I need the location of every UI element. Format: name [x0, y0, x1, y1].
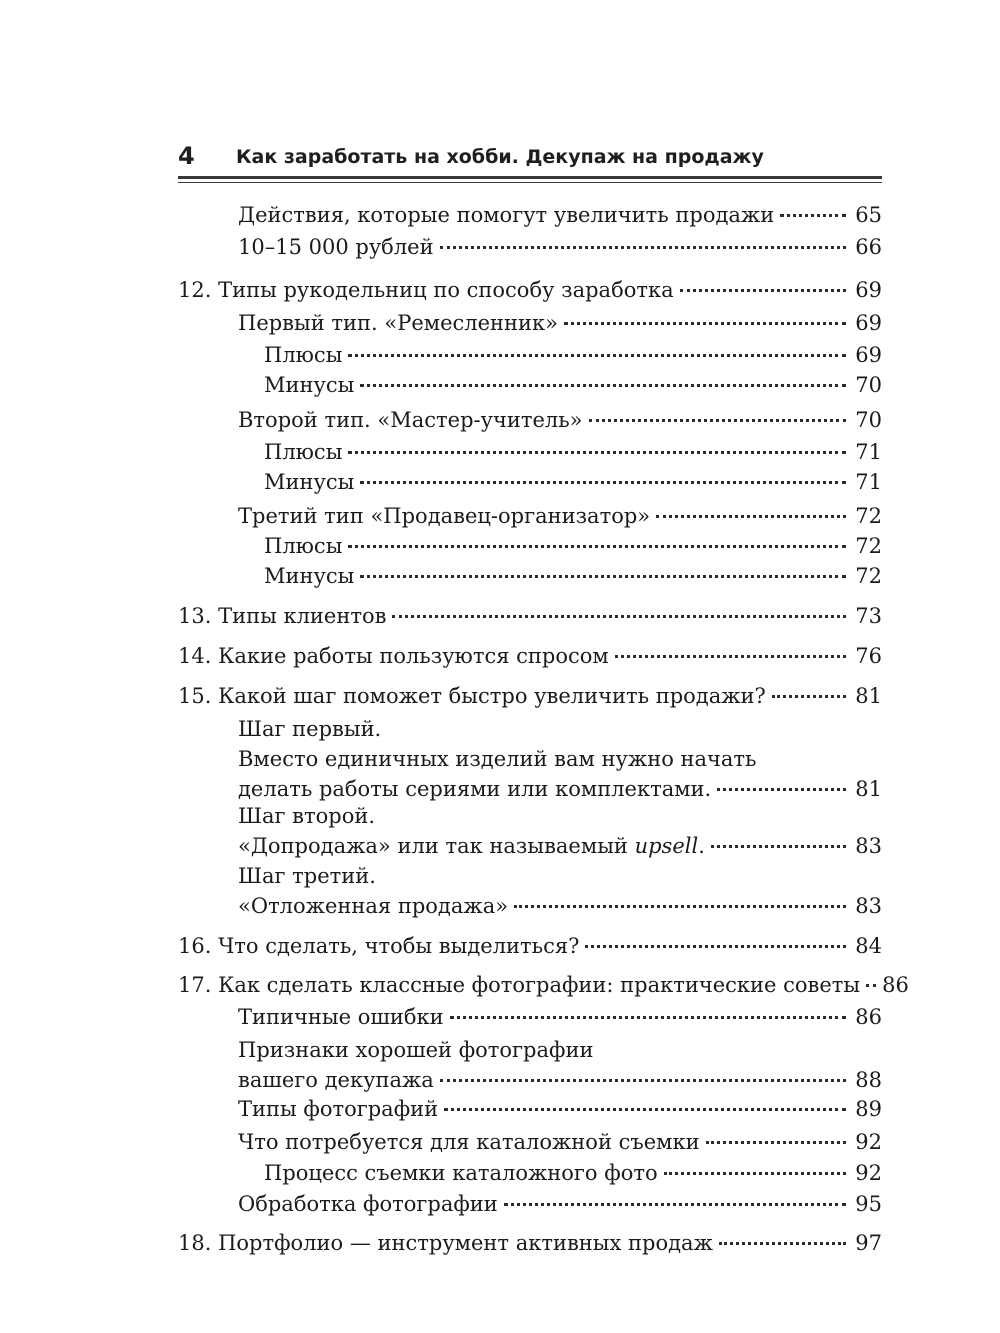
toc-entry-label — [178, 275, 674, 305]
toc-entry-row — [238, 831, 882, 861]
toc-entry — [178, 1158, 882, 1188]
toc-entry — [178, 370, 882, 400]
dot-leader — [719, 1242, 846, 1245]
toc-entry-label-text: 16. Что сделать, чтобы выделиться? — [178, 934, 580, 958]
toc-entry-row — [238, 1002, 882, 1032]
toc-page-number: 89 — [855, 1097, 882, 1121]
dot-leader — [780, 214, 846, 217]
toc-entry — [178, 1127, 882, 1157]
toc-entry-label-text: Что потребуется для каталожной съемки — [238, 1130, 700, 1154]
toc-entry-label-text: делать работы сериями или комплектами. — [238, 777, 712, 801]
toc-entry-row — [178, 931, 882, 961]
dot-leader — [711, 845, 846, 848]
dot-leader — [706, 1141, 846, 1144]
dot-leader — [772, 695, 846, 698]
toc-entry — [178, 801, 882, 861]
toc-entry — [178, 1002, 882, 1032]
toc-entry-row — [238, 891, 882, 921]
toc-page-number: 92 — [855, 1161, 882, 1185]
toc-entry-label-text: 17. Как сделать классные фотографии: практические советы — [178, 973, 861, 997]
toc-entry — [178, 641, 882, 671]
toc-entry-row — [238, 1065, 882, 1095]
toc-page-number: 69 — [855, 343, 882, 367]
toc-entry-label — [264, 437, 342, 467]
toc-entry-label — [238, 1002, 444, 1032]
dot-leader — [504, 1203, 846, 1206]
dot-leader — [585, 945, 846, 948]
toc-entry-row — [238, 405, 882, 435]
dot-leader — [680, 289, 846, 292]
toc-entry — [178, 931, 882, 961]
toc-entry-row — [264, 340, 882, 370]
header-rule-thin — [178, 182, 882, 183]
toc-entry — [178, 437, 882, 467]
toc-entry-label — [178, 931, 579, 961]
toc-entry — [178, 861, 882, 921]
toc-entry-heading-line: Шаг первый. — [238, 717, 382, 741]
toc-page-number: 86 — [882, 973, 909, 997]
toc-entry-label-text: вашего декупажа — [238, 1068, 434, 1092]
toc-entry — [178, 467, 882, 497]
dot-leader — [440, 246, 846, 249]
toc-entry-label-text: «Допродажа» или так называемый — [238, 834, 635, 858]
dot-leader — [717, 788, 846, 791]
toc-page-number: 72 — [855, 564, 882, 588]
toc-entry-label — [264, 531, 342, 561]
dot-leader — [444, 1108, 846, 1111]
toc-entry-label-text: Типы фотографий — [238, 1097, 439, 1121]
dot-leader — [656, 515, 846, 518]
toc-page-number: 95 — [855, 1192, 882, 1216]
toc-entry-row — [178, 681, 882, 711]
toc-page-number: 76 — [855, 644, 882, 668]
toc-entry — [178, 531, 882, 561]
toc-entry-label — [238, 1189, 498, 1219]
toc-page-number: 69 — [855, 278, 882, 302]
toc-page-number: 69 — [855, 311, 882, 335]
toc-entry-label — [178, 641, 609, 671]
toc-entry — [178, 501, 882, 531]
toc-entry — [178, 1035, 882, 1095]
toc-entry-label-text: Плюсы — [264, 440, 343, 464]
toc-entry-label-text: 13. Типы клиентов — [178, 604, 387, 628]
toc-entry-row — [238, 308, 882, 338]
toc-entry-row — [238, 1094, 882, 1124]
toc-page-number: 72 — [855, 504, 882, 528]
toc-entry-label — [264, 370, 354, 400]
toc-entry — [178, 601, 882, 631]
toc-entry-heading-line: Шаг третий. — [238, 864, 376, 888]
toc-page-number: 71 — [855, 470, 882, 494]
toc-entry-label — [264, 467, 354, 497]
toc-entry-label-text: «Отложенная продажа» — [238, 894, 509, 918]
dot-leader — [348, 451, 846, 454]
dot-leader — [866, 984, 876, 987]
toc-entry-row — [238, 1189, 882, 1219]
toc-entry — [178, 714, 882, 804]
toc-entry — [178, 200, 882, 230]
toc-entry — [178, 1189, 882, 1219]
toc-entry-label — [238, 501, 650, 531]
toc-entry — [178, 681, 882, 711]
dot-leader — [348, 354, 846, 357]
toc-entry-label-text: 14. Какие работы пользуются спросом — [178, 644, 609, 668]
toc-entry-label — [178, 970, 860, 1000]
toc-entry-label — [238, 891, 508, 921]
toc-entry-label — [238, 1065, 434, 1095]
dot-leader — [440, 1079, 846, 1082]
toc-entry-label — [178, 601, 386, 631]
toc-page-number: 70 — [855, 373, 882, 397]
running-title: Как заработать на хобби. Декупаж на продажу — [236, 146, 764, 168]
toc-entry-label-text: Плюсы — [264, 534, 343, 558]
running-header — [178, 142, 882, 178]
toc-page-number: 86 — [855, 1005, 882, 1029]
toc-entry-row — [264, 437, 882, 467]
toc-entry-label-suffix: . — [698, 834, 705, 858]
dot-leader — [360, 481, 846, 484]
dot-leader — [589, 419, 846, 422]
toc-page-number: 71 — [855, 440, 882, 464]
dot-leader — [392, 615, 846, 618]
toc-page-number: 81 — [855, 684, 882, 708]
toc-entry-row — [178, 970, 909, 1000]
toc-entry-label-text: Третий тип «Продавец-организатор» — [238, 504, 651, 528]
toc-entry-label-text: Минусы — [264, 373, 355, 397]
toc-entry-row — [178, 275, 882, 305]
toc-entry-label — [264, 340, 342, 370]
toc-entry — [178, 308, 882, 338]
toc-entry-label — [264, 1158, 658, 1188]
toc-entry-label-text: Типичные ошибки — [238, 1005, 444, 1029]
toc-page-number: 84 — [855, 934, 882, 958]
dot-leader — [615, 655, 846, 658]
toc-entry-label — [264, 561, 354, 591]
toc-entry-row — [178, 641, 882, 671]
toc-entry — [178, 1228, 882, 1258]
toc-page-number: 70 — [855, 408, 882, 432]
toc-entry — [178, 1094, 882, 1124]
toc-entry-row — [264, 561, 882, 591]
toc-entry-label-text: Минусы — [264, 564, 355, 588]
toc-entry-row — [238, 200, 882, 230]
toc-entry-label — [178, 1228, 713, 1258]
toc-entry-label — [238, 308, 558, 338]
page-number: 4 — [178, 142, 195, 170]
toc-entry-row — [264, 1158, 882, 1188]
toc-page-number: 81 — [855, 777, 882, 801]
dot-leader — [564, 322, 846, 325]
toc-entry-label — [178, 681, 766, 711]
toc-entry-row — [264, 467, 882, 497]
toc-entry-label — [238, 1127, 700, 1157]
toc-entry-label-text: Обработка фотографии — [238, 1192, 498, 1216]
toc-entry-label — [238, 774, 711, 804]
toc-entry-row — [178, 1228, 882, 1258]
toc-entry-row — [238, 501, 882, 531]
toc-entry-label-text: Процесс съемки каталожного фото — [264, 1161, 658, 1185]
dot-leader — [514, 905, 846, 908]
toc-page-number: 65 — [855, 203, 882, 227]
toc-page-number: 97 — [855, 1231, 882, 1255]
dot-leader — [360, 575, 846, 578]
toc-entry-label — [238, 405, 583, 435]
toc-entry-label — [238, 232, 434, 262]
toc-entry-heading-line: Признаки хорошей фотографии — [238, 1038, 594, 1062]
toc-page-number: 66 — [855, 235, 882, 259]
toc-page-number: 83 — [855, 894, 882, 918]
toc-entry — [178, 405, 882, 435]
toc-entry — [178, 970, 909, 1000]
toc-page-number: 72 — [855, 534, 882, 558]
toc-entry-row — [238, 774, 882, 804]
dot-leader — [664, 1172, 846, 1175]
header-rule-thick — [178, 176, 882, 179]
dot-leader — [348, 545, 846, 548]
toc-entry — [178, 232, 882, 262]
toc-page-number: 73 — [855, 604, 882, 628]
toc-entry-heading-line: Шаг второй. — [238, 804, 376, 828]
toc-entry-row — [264, 370, 882, 400]
dot-leader — [360, 384, 846, 387]
toc-page-number: 92 — [855, 1130, 882, 1154]
toc-entry-label-text: 12. Типы рукодельниц по способу заработка — [178, 278, 674, 302]
toc-entry-row — [238, 232, 882, 262]
toc-entry-label-text: 18. Портфолио — инструмент активных продаж — [178, 1231, 713, 1255]
toc-entry-label-text: Второй тип. «Мастер-учитель» — [238, 408, 583, 432]
toc-entry-row — [178, 601, 882, 631]
dot-leader — [450, 1016, 846, 1019]
toc-entry-label-text: Минусы — [264, 470, 355, 494]
toc-entry-label — [238, 1094, 438, 1124]
toc-entry-label-text: Первый тип. «Ремесленник» — [238, 311, 559, 335]
toc-entry-label-italic: upsell — [634, 834, 699, 858]
toc-page-number: 83 — [855, 834, 882, 858]
toc-entry — [178, 561, 882, 591]
toc-entry-label-text: Плюсы — [264, 343, 343, 367]
toc-entry-label-text: Действия, которые помогут увеличить продажи — [238, 203, 775, 227]
toc-entry-label — [238, 200, 774, 230]
toc-entry-row — [264, 531, 882, 561]
toc-entry — [178, 340, 882, 370]
toc-entry-row — [238, 1127, 882, 1157]
toc-entry-label-text: 15. Какой шаг поможет быстро увеличить продажи? — [178, 684, 766, 708]
toc-entry-heading-line: Вместо единичных изделий вам нужно начать — [238, 747, 757, 771]
toc-entry — [178, 275, 882, 305]
toc-entry-label — [238, 831, 705, 861]
toc-entry-label-text: 10–15 000 рублей — [238, 235, 434, 259]
toc-page-number: 88 — [855, 1068, 882, 1092]
